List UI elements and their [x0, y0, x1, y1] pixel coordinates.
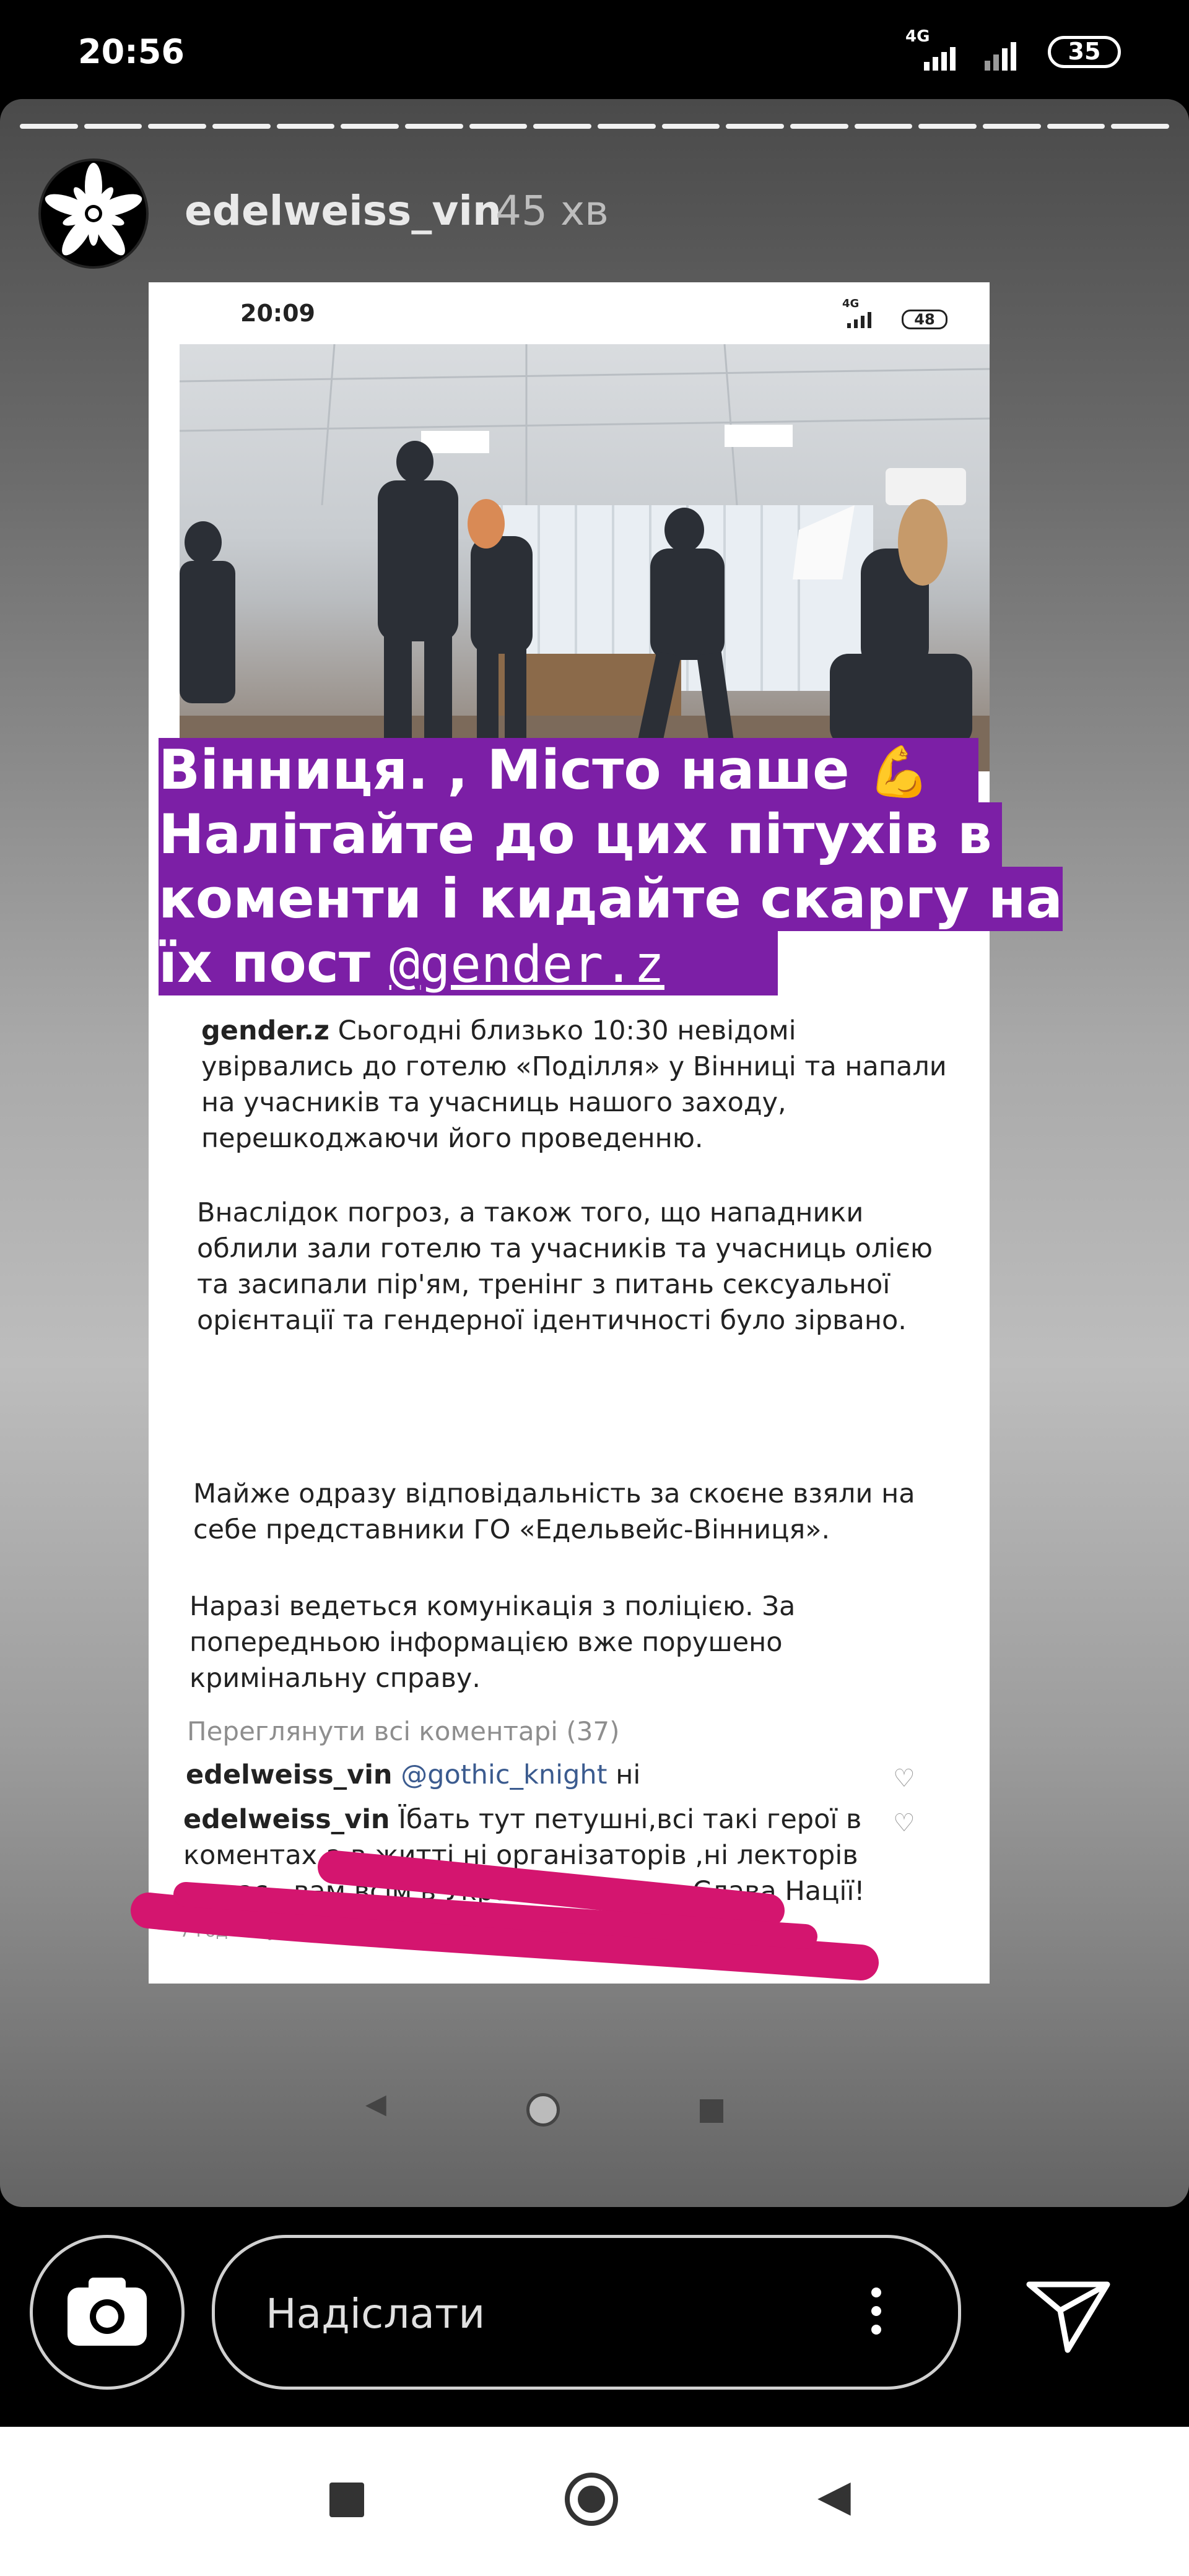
view-all-comments-link[interactable]: Переглянути всі коментарі (37): [187, 1716, 620, 1746]
caption-mention[interactable]: @gender.z: [389, 935, 664, 994]
camera-button[interactable]: [30, 2235, 185, 2390]
story-time-ago: 45 хв: [495, 187, 609, 235]
post-time: 7 год тому: [180, 1920, 277, 1941]
camera-icon: [33, 2238, 181, 2387]
status-time: 20:56: [78, 32, 185, 71]
post-paragraph-2: Внаслідок погроз, а також того, що нападники облили зали готелю та учасників та учасниць олією та засипали пір'ям, тренінг з питань сексуальної орієнтації та гендерної ідентичності було зірвано.: [197, 1197, 933, 1336]
flexed-biceps-icon: 💪: [868, 743, 930, 800]
send-message-input[interactable]: [212, 2235, 961, 2390]
edelweiss-flower-icon: [41, 161, 146, 266]
post-paragraph-4: Наразі ведеться комунікація з поліцією. За попередньою інформацією вже порушено кримінальну справу.: [189, 1591, 796, 1694]
story-progress: [20, 124, 1169, 129]
send-direct-icon[interactable]: [1022, 2266, 1115, 2359]
send-message-placeholder: Надіслати: [266, 2290, 486, 2338]
comment-1-user[interactable]: edelweiss_vin: [186, 1759, 393, 1790]
inner-home-icon: [526, 2093, 560, 2127]
avatar[interactable]: [38, 158, 149, 269]
inner-status-time: 20:09: [240, 300, 315, 327]
signal-icon: [905, 27, 973, 71]
system-nav-bar: [0, 2427, 1189, 2576]
back-icon[interactable]: ◀: [817, 2470, 851, 2521]
post-paragraph-3: Майже одразу відповідальність за скоєне взяли на себе представники ГО «Едельвейс-Вінниця».: [193, 1478, 915, 1545]
battery-icon: [1048, 36, 1121, 68]
comment-1-mention[interactable]: @gothic_knight: [401, 1759, 608, 1790]
inner-signal-icon: [847, 310, 871, 328]
more-options-icon[interactable]: [870, 2288, 882, 2343]
caption-line-1: [159, 738, 978, 802]
caption-line-4-text: їх пост: [159, 931, 390, 995]
signal-icon-2: [985, 36, 1016, 71]
like-heart-icon[interactable]: ♡: [893, 1764, 915, 1793]
like-heart-icon-2[interactable]: ♡: [893, 1809, 915, 1837]
inner-battery-level: 48: [914, 311, 935, 328]
scribble-overlay: [124, 1857, 904, 1981]
inner-network: 4G: [842, 297, 860, 310]
inner-recents-icon: [700, 2099, 723, 2123]
post-paragraph-1: [201, 1013, 951, 1156]
caption-line-1-text: Вінниця. , Місто наше: [159, 738, 850, 802]
caption-line-4: [159, 931, 778, 995]
home-icon[interactable]: [565, 2473, 618, 2526]
network-type: 4G: [905, 27, 930, 46]
comment-1: [186, 1757, 867, 1793]
status-bar: [0, 0, 1189, 99]
comment-2-user[interactable]: edelweiss_vin: [183, 1804, 390, 1835]
event-photo: [180, 344, 990, 771]
comment-2-text: Їбать тут петушні,всі такі герої в коментах,а в житті ні організаторів ,ні лекторів немає , вам всім в Україні не жити , Слава Нації!: [183, 1804, 865, 1907]
post-text-1: Сьогодні близько 10:30 невідомі увірвались до готелю «Поділля» у Вінниці та напали на учасників та учасниць нашого заходу, перешкоджаючи його проведенню.: [201, 1015, 947, 1154]
story-card[interactable]: [0, 99, 1189, 2207]
post-author[interactable]: gender.z: [201, 1015, 329, 1046]
battery-level: 35: [1068, 38, 1101, 65]
inner-back-icon: ◀: [365, 2088, 386, 2120]
story-username[interactable]: edelweiss_vin: [185, 187, 502, 235]
caption-line-2: Налітайте до цих пітухів в: [159, 802, 1002, 867]
comment-1-text: ні: [607, 1759, 641, 1790]
inner-battery-icon: [902, 310, 947, 329]
caption-line-3: коменти і кидайте скаргу на: [159, 867, 1063, 930]
embedded-screenshot: [149, 282, 990, 2120]
recents-icon[interactable]: [329, 2483, 364, 2517]
